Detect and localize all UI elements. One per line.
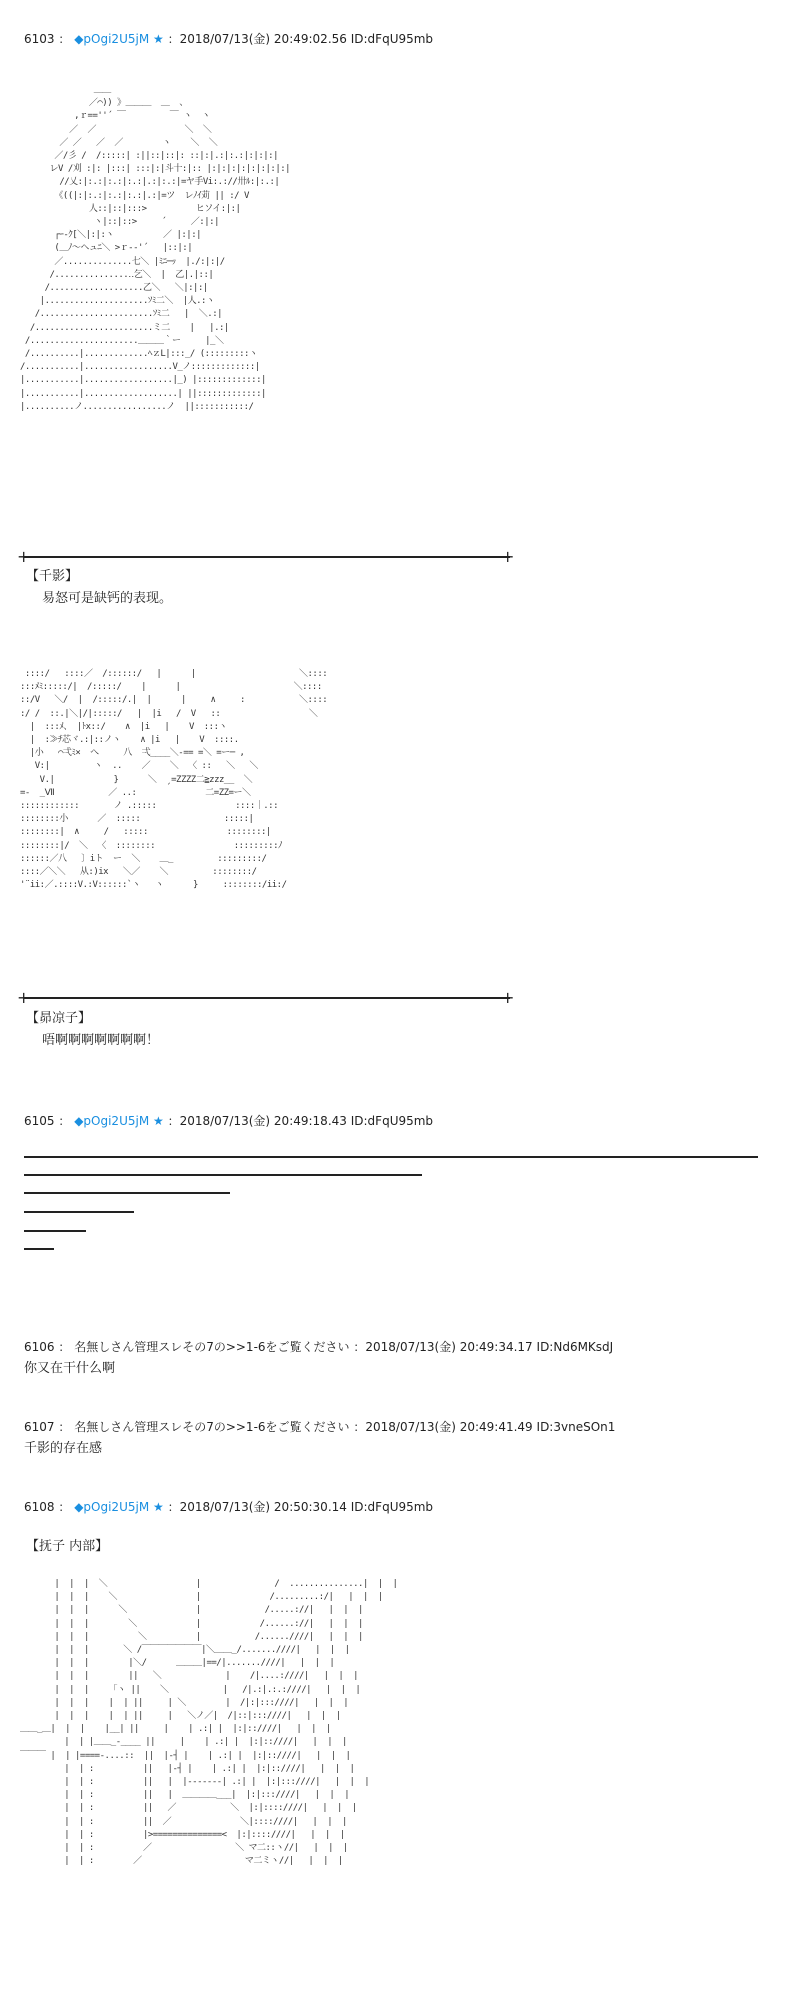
poster-trip[interactable]: ◆pOgi2U5jM ★ [74, 1500, 164, 1514]
post-number[interactable]: 6105 [24, 1114, 55, 1128]
post-header: 6106 ： 名無しさん管理スレその7の>>1-6をご覧ください ：2018/07/13(金) 20:49:34.17 ID:Nd6MKsdJ [24, 1340, 614, 1354]
post-id[interactable]: ID:Nd6MKsdJ [536, 1340, 614, 1354]
post-header: 6107 ： 名無しさん管理スレその7の>>1-6をご覧ください ：2018/07/13(金) 20:49:41.49 ID:3vneSOn1 [24, 1420, 616, 1434]
divider-line [24, 997, 510, 999]
bar-line [24, 1211, 134, 1213]
plus-icon: + [17, 547, 31, 566]
post-datetime: 2018/07/13(金) 20:49:02.56 [179, 32, 347, 46]
divider-line [24, 556, 510, 558]
poster-trip[interactable]: ◆pOgi2U5jM ★ [74, 1114, 164, 1128]
post-datetime: 2018/07/13(金) 20:49:34.17 [365, 1340, 533, 1354]
post-datetime: 2018/07/13(金) 20:50:30.14 [179, 1500, 347, 1514]
plus-icon: + [501, 988, 515, 1007]
bar-line [24, 1174, 422, 1176]
post-header: 6108 ： ◆pOgi2U5jM ★ ：2018/07/13(金) 20:50:30.14 ID:dFqU95mb [24, 1500, 434, 1514]
dialogue-line: 易怒可是缺钙的表现。 [42, 591, 173, 606]
bar-line [24, 1156, 758, 1158]
bar-line [24, 1230, 86, 1232]
speaker-label: 【抚子 内部】 [26, 1539, 109, 1554]
post-number[interactable]: 6107 [24, 1420, 55, 1434]
dialogue-line: 唔啊啊啊啊啊啊啊！ [42, 1033, 160, 1048]
speaker-label: 【昴凉子】 [26, 1011, 92, 1026]
plus-icon: + [501, 547, 515, 566]
post-datetime: 2018/07/13(金) 20:49:41.49 [365, 1420, 533, 1434]
bar-line [24, 1192, 230, 1194]
ascii-art: | | | ＼ | / ...............| | | | | | ＼ | /.........:/| | | | | | | ＼ | /.....://| | | | | | | ＼ | /......://| | | | | | | ＼ | /......////| | | | | | | ＼ /￣￣￣￣￣￣￣|＼＿＿_/.......////| | | | | | | |＼/ ＿＿＿|==/|.......////| | | | | | | || ＼ | /|....:////| | | | | | | 「ヽ || ＼ | /|.:|.:.:////| | | | | | | | | || | ＼ | /|:|:::////| | | | | | | | | || | ＼ノ／| /|::|:::////| | | | ＿＿_＿| | | |__| || | | .:| | |:|::////| | | | | | |＿＿_-____ || | | .:| | |:|::////| | | | ￣￣￣ | | |====-....:: || |-┤ | | .:| | |:|::////| | | | | | : || |-┤ | | .:| | |:|::////| | | | | | : || | |-------| .:| | |:|:::////| | | | | | : || | ＿＿＿＿___| |:|:::////| | | | | | : || ／ ＼ |:|::::////| | | | | | : || ／ ＼|::::////| | | | | | : |>==============< |:|::::////| | | | | | : ／ ＼ マ二::ヽ//| | | | | | : ／ マ二ミヽ//| | | | [20, 1579, 398, 1867]
post-id[interactable]: ID:dFqU95mb [350, 1500, 434, 1514]
poster-name: 名無しさん管理スレその7の>>1-6をご覧ください [74, 1340, 350, 1354]
post-number[interactable]: 6103 [24, 32, 55, 46]
post-id[interactable]: ID:dFqU95mb [350, 1114, 434, 1128]
post-header: 6103 ： ◆pOgi2U5jM ★ ：2018/07/13(金) 20:49:02.56 ID:dFqU95mb [24, 32, 434, 46]
ascii-art: ＿＿ ／⌒)) 》＿＿＿ ＿ 、 ,ｒ==''´ ￣ ￣ ヽ ヽ ／ ／ ＼ ＼ ／ ／ ／ ／ ヽ ＼ ＼ ／/彡 / /:::::| :||::|::|: ::|:|.:|:.:|:|:|:| レV /刈 :|: |:::| :::|:|斗十:|:: |:|:|:|:|:|:|:|:| //乂:|:.:|:.:|:.:|.:|:.:|=ヤ手Vi:.://卅ﾙ:|:.:| 《((|:|:.:|:.:|:.:|.:|=ツ レﾉｲ苅 || :/ V 人::|::|:::> ヒソイ:|:| ヽ|::|::> ´ ／:|:| ┌ｰ‐ｸ[＼|:|:ヽ ／ |:|:| (＿ﾉ～ヘュﾆ＼ >ｒ-‐'´ |::|:| ／..............七＼ |ﾐﾆ─ｯ |./:|:|/ /...............‥乞＼ | 乙|.|::| /...................乙＼ ＼|:|:| |.....................ｿﾐ二＼ |人.:ヽ /.......................ｿﾐ二 | ＼.:| /........................ミ二 | |.:| /......................＿＿＿｀ー |_＼ /..........|.............ﾍｚL|:::_/ (:::::::::ヽ /...........|..................V_ノ:::::::::::::| |...........|..................|_) |:::::::::::::| |...........|...................| ||:::::::::::::| |..........ノ.................ノ ||:::::::::::/ [20, 85, 291, 412]
bar-line [24, 1248, 54, 1250]
poster-trip[interactable]: ◆pOgi2U5jM ★ [74, 32, 164, 46]
post-text: 千影的存在感 [24, 1441, 103, 1456]
plus-icon: + [17, 988, 31, 1007]
post-datetime: 2018/07/13(金) 20:49:18.43 [179, 1114, 347, 1128]
post-id[interactable]: ID:dFqU95mb [350, 32, 434, 46]
poster-name: 名無しさん管理スレその7の>>1-6をご覧ください [74, 1420, 350, 1434]
post-text: 你又在干什么啊 [24, 1361, 116, 1376]
post-number[interactable]: 6106 [24, 1340, 55, 1354]
post-header: 6105 ： ◆pOgi2U5jM ★ ：2018/07/13(金) 20:49:18.43 ID:dFqU95mb [24, 1114, 434, 1128]
post-id[interactable]: ID:3vneSOn1 [536, 1420, 616, 1434]
ascii-art: ::::/ ::::／ /::::::/ | | ＼:::: :::ﾒﾐ:::::/| /:::::/ | | ＼:::: ::/V ＼/ | /:::::/.| | | ∧ : ＼:::: :/ / ::.|＼|/|:::::/ | |i / V :: ＼ | :::ﾒ、 |ﾄx::/ ∧ |i | V :::ヽ | :≫ﾁ芯ヾ.:|::ノヽ ∧ |i | V ::::. |小 ⌒弌ﾐ× へ 八 弌____＼-== =＼ =ー─ , V:| ヽ .. ／ ＼ 〈 :: ＼ ＼ V.| } ＼ ˏ=ZZZZ二≧zzz__ ＼ =- _Ⅶ ／ ..: 二=ZZ=ー＼ :::::::::::: ノ .::::: ::::｜.:: ::::::::小 ／ ::::: :::::| ::::::::| ∧ / ::::: ::::::::| ::::::::|/ ＼ 〈 :::::::: :::::::::ﾉ ::::::／八 〕iト ー ＼ ＿_ :::::::::/ ::::／＼＼ 从:)ix ＼／ ＼ ::::::::/ '¨ii:／.::::V.:V::::::`ヽ ヽ } ::::::::/ii:/ [20, 669, 328, 891]
post-number[interactable]: 6108 [24, 1500, 55, 1514]
speaker-label: 【千影】 [26, 569, 79, 584]
